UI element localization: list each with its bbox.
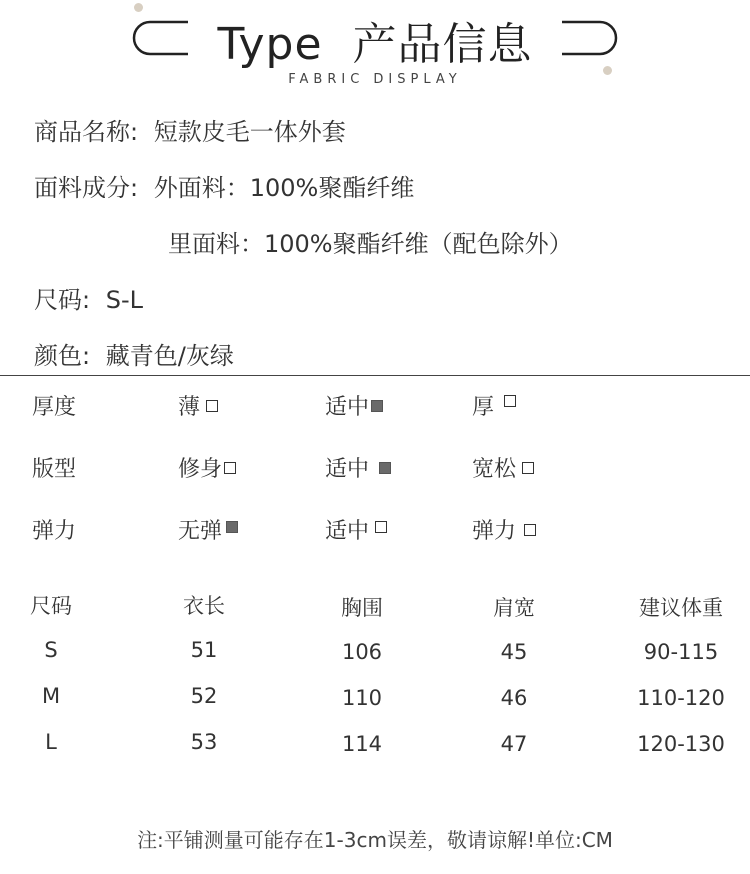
table-header: 尺码 xyxy=(30,594,72,618)
table-header: 建议体重 xyxy=(639,596,723,620)
table-cell: S xyxy=(44,638,58,662)
checkbox-checked xyxy=(226,521,238,533)
attribute-option xyxy=(325,390,383,421)
info-value: 短款皮毛一体外套 xyxy=(153,118,346,146)
option-text: 适中 xyxy=(325,519,370,544)
page-title: Type 产品信息 xyxy=(217,19,533,70)
checkbox-checked xyxy=(379,462,391,474)
color-line xyxy=(34,336,234,371)
option-text: 适中 xyxy=(325,395,370,420)
info-value: S-L xyxy=(105,286,143,314)
table-cell: M xyxy=(41,684,61,708)
table-cell: 45 xyxy=(500,640,528,664)
attribute-label-fit: 版型 xyxy=(32,457,77,482)
option-text: 无弹 xyxy=(178,519,223,544)
checkbox-unchecked xyxy=(206,400,218,412)
checkbox-unchecked xyxy=(224,462,236,474)
table-cell: 110-120 xyxy=(637,686,725,710)
option-text: 适中 xyxy=(325,457,370,482)
attribute-option xyxy=(178,390,218,421)
attribute-option xyxy=(325,452,391,483)
attribute-option xyxy=(472,514,536,545)
measurement-note: 注:平铺测量可能存在1-3cm误差，敬请谅解!单位:CM xyxy=(137,828,613,852)
fabric-outer-line xyxy=(34,168,414,203)
info-value: 藏青色/灰绿 xyxy=(105,342,234,370)
info-value: 外面料：100%聚酯纤维 xyxy=(153,174,415,202)
table-cell: 106 xyxy=(341,640,383,664)
page-subtitle: FABRIC DISPLAY xyxy=(288,72,462,87)
attribute-option xyxy=(325,514,387,545)
table-cell: 53 xyxy=(190,730,218,754)
info-label: 颜色: xyxy=(34,342,91,370)
attribute-option xyxy=(472,452,534,483)
table-header: 衣长 xyxy=(183,594,225,618)
size-range-line xyxy=(34,280,143,315)
checkbox-unchecked xyxy=(504,395,516,407)
fabric-inner-line xyxy=(168,224,573,259)
table-cell: 120-130 xyxy=(637,732,725,756)
info-label: 面料成分: xyxy=(34,174,139,202)
table-cell: 114 xyxy=(341,732,383,756)
info-label: 尺码: xyxy=(34,286,91,314)
checkbox-unchecked xyxy=(375,521,387,533)
checkbox-unchecked xyxy=(522,462,534,474)
option-text: 薄 xyxy=(178,395,201,420)
attribute-option xyxy=(178,452,236,483)
attribute-label-thickness: 厚度 xyxy=(32,395,77,420)
checkbox-checked xyxy=(371,400,383,412)
attribute-option xyxy=(178,514,238,545)
attribute-label-elasticity: 弹力 xyxy=(32,519,77,544)
option-text: 修身 xyxy=(178,457,223,482)
attribute-option xyxy=(472,390,516,421)
table-header: 肩宽 xyxy=(493,596,535,620)
product-name-line xyxy=(34,112,346,147)
table-cell: 90-115 xyxy=(643,640,719,664)
table-cell: 46 xyxy=(500,686,528,710)
option-text: 弹力 xyxy=(472,519,517,544)
info-label: 商品名称: xyxy=(34,118,139,146)
option-text: 厚 xyxy=(472,395,495,420)
table-cell: 47 xyxy=(500,732,528,756)
info-value: 里面料：100%聚酯纤维（配色除外） xyxy=(168,230,573,258)
table-cell: 110 xyxy=(341,686,383,710)
option-text: 宽松 xyxy=(472,457,517,482)
table-cell: L xyxy=(45,730,57,754)
section-divider xyxy=(0,375,750,376)
table-header: 胸围 xyxy=(341,596,383,620)
table-cell: 51 xyxy=(190,638,218,662)
checkbox-unchecked xyxy=(524,524,536,536)
table-cell: 52 xyxy=(190,684,218,708)
